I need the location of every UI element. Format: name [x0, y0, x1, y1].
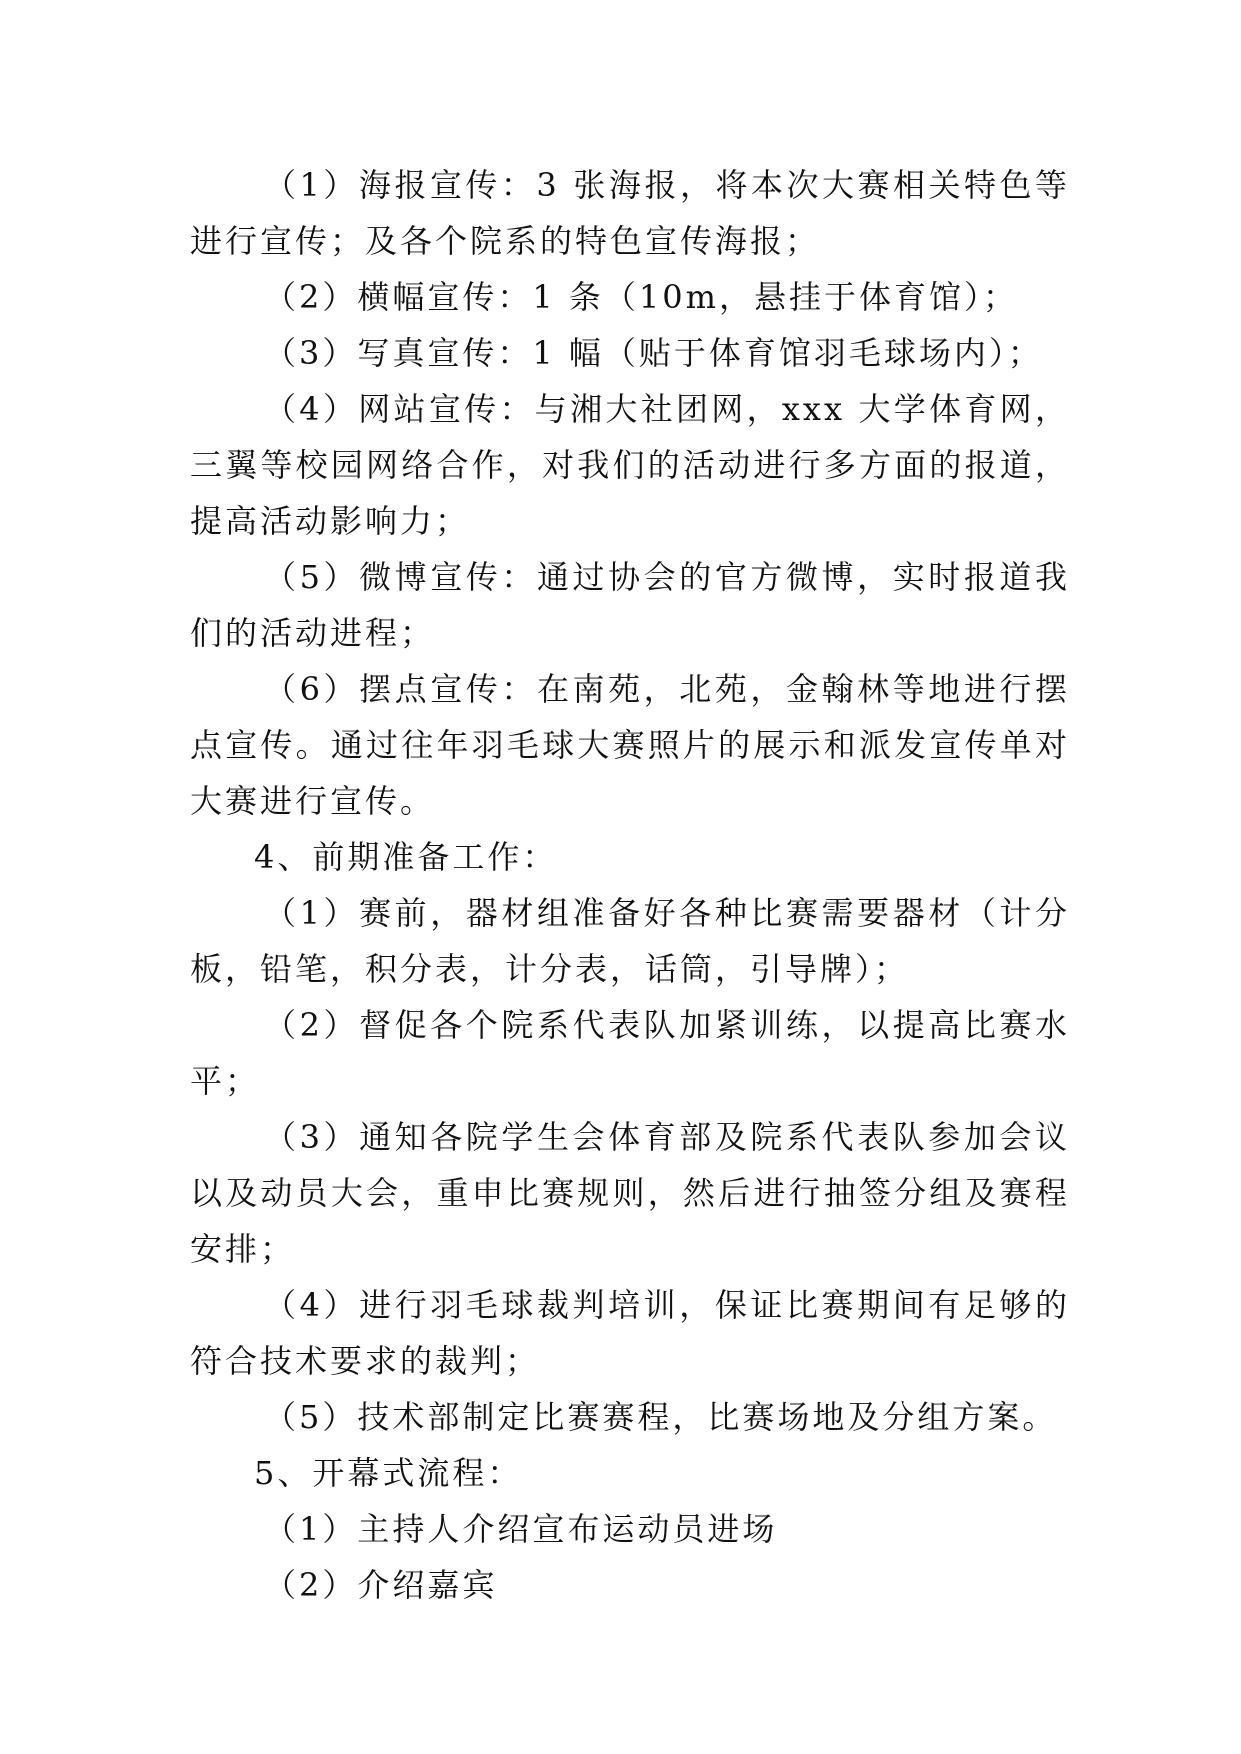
paragraph-weibo-promotion: （5）微博宣传：通过协会的官方微博，实时报道我们的活动进程； [190, 558, 1070, 652]
section-heading-preparation: 4、前期准备工作： [254, 838, 558, 876]
paragraph-meeting-notice: （3）通知各院学生会体育部及院系代表队参加会议以及动员大会，重申比赛规则，然后进行抽签分组及赛程安排； [190, 1118, 1070, 1268]
paragraph-booth-promotion: （6）摆点宣传：在南苑，北苑，金翰林等地进行摆点宣传。通过往年羽毛球大赛照片的展示和派发宣传单对大赛进行宣传。 [190, 670, 1070, 820]
paragraph-schedule-plan: （5）技术部制定比赛赛程，比赛场地及分组方案。 [264, 1398, 1058, 1436]
paragraph-poster-promotion: （1）海报宣传：3 张海报，将本次大赛相关特色等进行宣传；及各个院系的特色宣传海报； [190, 166, 1070, 260]
paragraph-athletes-entry: （1）主持人介绍宣布运动员进场 [264, 1510, 778, 1548]
paragraph-introduce-guests: （2）介绍嘉宾 [264, 1566, 498, 1604]
paragraph-banner-promotion: （2）横幅宣传：1 条（10m，悬挂于体育馆）； [264, 278, 1018, 316]
paragraph-equipment-prep: （1）赛前，器材组准备好各种比赛需要器材（计分板，铅笔，积分表，计分表，话筒，引导牌）； [190, 894, 1070, 988]
section-heading-opening-ceremony: 5、开幕式流程： [254, 1454, 523, 1492]
paragraph-referee-training: （4）进行羽毛球裁判培训，保证比赛期间有足够的符合技术要求的裁判； [190, 1286, 1070, 1380]
paragraph-website-promotion: （4）网站宣传：与湘大社团网，xxx 大学体育网，三翼等校园网络合作，对我们的活动进行多方面的报道，提高活动影响力； [190, 390, 1070, 540]
paragraph-team-training: （2）督促各个院系代表队加紧训练，以提高比赛水平； [190, 1006, 1070, 1100]
document-body [190, 157, 1070, 1613]
paragraph-photo-promotion: （3）写真宣传：1 幅（贴于体育馆羽毛球场内）； [264, 334, 1043, 372]
